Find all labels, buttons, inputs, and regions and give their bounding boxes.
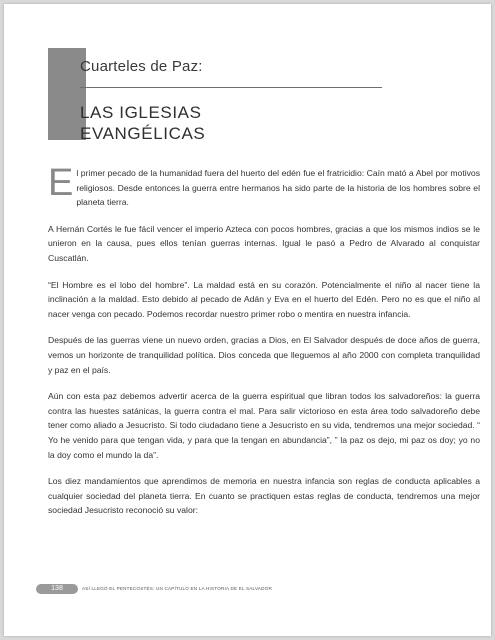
paragraph-5: Aún con esta paz debemos advertir acerca de la guerra espiritual que libran todos los salvadoreños: la guerra contra las huestes satánicas, la guerra contra el mal. Para salir victorioso en esta área todo salvadoreño debe tener como aliado a Jesucristo. Si todo ciudadano tiene a Jesucristo en su vida, tendremos una mejor sociedad. “ Yo he venido para que tengan vida, y para que la tengan en abundancia”, ” la paz os dejo, mi paz os doy; yo no la doy como el mundo la da”.: [48, 391, 480, 460]
chapter-title-line-1: LAS IGLESIAS: [80, 103, 202, 122]
running-title: ASÍ LLEGÓ EL PENTECOSTÉS: UN CAPÍTULO EN LA HISTORIA DE EL SALVADOR: [82, 586, 272, 591]
paragraph-3: “El Hombre es el lobo del hombre”. La maldad está en su corazón. Potencialmente el niño al nacer tiene la inclinación a la maldad. Esto debido al pecado de Adán y Eva en el huerto del Edén. Pero no es que el niño al nacer venga con pecado. Podemos recordar nuestro primer robo o mentira en nuestra infancia.: [48, 279, 480, 319]
paragraph-1-text: l primer pecado de la humanidad fuera del huerto del edén fue el fratricidio: Caín mató a Abel por motivos religiosos. Desde entonces la guerra entre hermanos ha sido parte de la historia de los hombres sobre el planeta tierra.: [76, 168, 480, 208]
heading-divider: [80, 87, 382, 88]
paragraph-2: A Hernán Cortés le fue fácil vencer el imperio Azteca con pocos hombres, gracias a que los mismos indios se le unieron en la causa, pues ellos tenían guerras internas. Igual le pasó a Pedro de Alvarado al conquistar Cuscatlán.: [48, 223, 480, 263]
drop-cap: E: [48, 162, 74, 204]
paragraph-1: [48, 162, 480, 210]
paragraph-6: Los diez mandamientos que aprendimos de memoria en nuestra infancia son reglas de conducta aplicables a cualquier sociedad del planeta tierra. En cuanto se practiquen estas reglas de conducta, tendremos una mejor sociedad Jesucristo reconoció su valor:: [48, 476, 480, 516]
body-text: [48, 162, 480, 530]
chapter-title-line-2: EVANGÉLICAS: [80, 124, 206, 143]
section-label: Cuarteles de Paz:: [80, 58, 203, 75]
page-number: 138: [36, 584, 78, 594]
chapter-title: [80, 102, 205, 144]
document-page: [4, 4, 491, 636]
paragraph-4: Después de las guerras viene un nuevo orden, gracias a Dios, en El Salvador después de doce años de guerra, vemos un horizonte de tranquilidad política. Dios conceda que lleguemos al año 2000 con completa tranquilidad y paz en el país.: [48, 335, 480, 375]
